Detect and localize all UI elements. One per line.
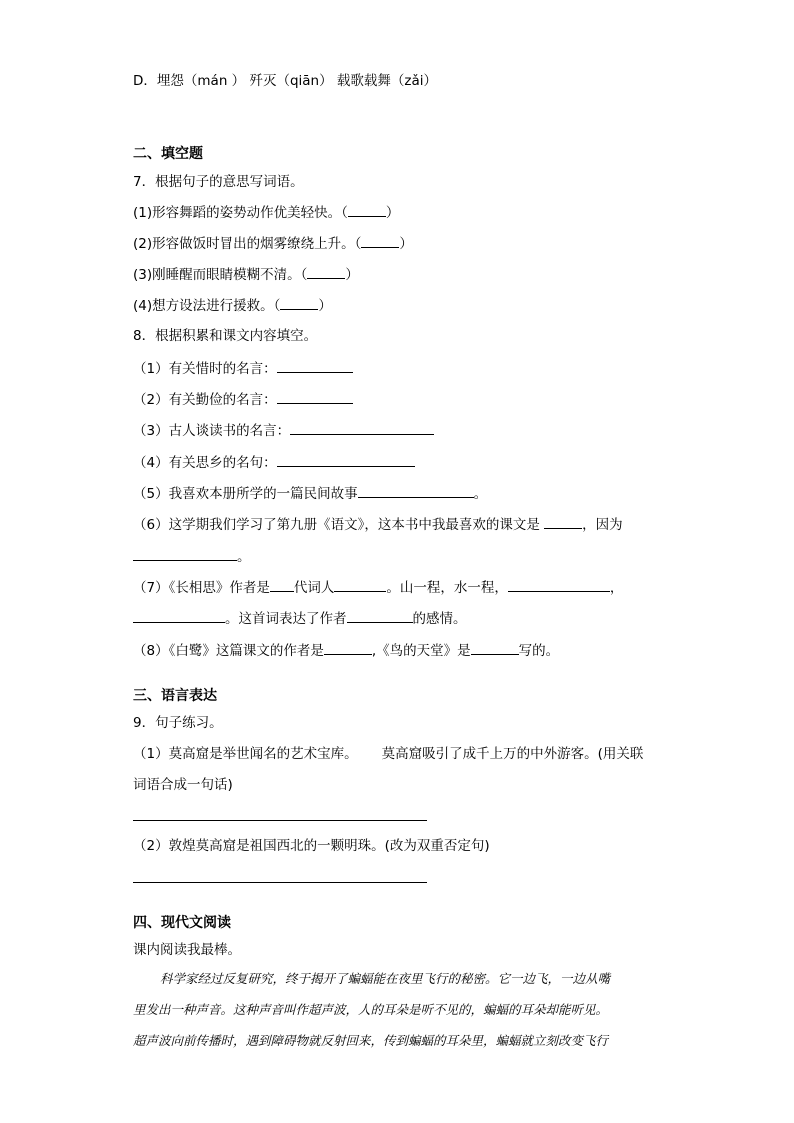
q8-item-5-text: （5）我喜欢本册所学的一篇民间故事: [133, 486, 358, 502]
q8-item-8-text: （8）《白鹭》这篇课文的作者是: [133, 643, 324, 659]
answer-blank[interactable]: [544, 514, 582, 529]
q8-item-6-end: 。: [237, 549, 251, 565]
q8-item-6-because: ，因为: [582, 517, 623, 533]
q8-item-1: [133, 358, 353, 379]
section-4-title: 四、现代文阅读: [133, 915, 231, 931]
q9-stem: 9．句子练习。: [133, 715, 223, 731]
q8-item-6-cont: [133, 546, 251, 567]
answer-blank[interactable]: [334, 577, 386, 592]
q9-item-1: [133, 744, 643, 764]
q7-item-2-text: (2)形容做饭时冒出的烟雾缭绕上升。（: [133, 236, 362, 252]
q8-item-5-end: 。: [473, 486, 488, 502]
q8-item-7-text: （7）《长相思》作者是: [133, 580, 270, 596]
answer-blank[interactable]: [471, 640, 519, 655]
q8-stem: 8．根据积累和课文内容填空。: [133, 328, 318, 344]
answer-blank[interactable]: [290, 420, 434, 435]
answer-blank[interactable]: [361, 233, 399, 248]
q9-item-1-sentence-b: 莫高窟吸引了成千上万的中外游客。(用关联: [381, 746, 644, 762]
q7-item-1-close: ）: [385, 205, 400, 221]
q8-item-4: [133, 452, 415, 473]
q7-item-4: [133, 295, 332, 316]
q8-item-2-text: （2）有关勤俭的名言：: [133, 392, 277, 408]
answer-blank[interactable]: [307, 264, 345, 279]
q7-item-4-text: (4)想方设法进行援救。（: [133, 298, 281, 314]
q8-item-8: [133, 640, 559, 661]
q8-item-6: [133, 514, 623, 535]
section-2-title: 二、填空题: [133, 146, 203, 162]
answer-blank[interactable]: [358, 483, 474, 498]
passage-line-3: 超声波向前传播时，遇到障碍物就反射回来，传到蝙蝠的耳朵里，蝙蝠就立刻改变飞行: [133, 1033, 609, 1048]
q8-item-2: [133, 389, 353, 410]
reading-intro: 课内阅读我最棒。: [133, 942, 241, 958]
answer-blank[interactable]: [324, 640, 372, 655]
q8-item-5: [133, 483, 487, 504]
q8-item-6-text: （6）这学期我们学习了第九册《语文》，这本书中我最喜欢的课文是: [133, 517, 540, 533]
answer-blank[interactable]: [348, 202, 386, 217]
q7-item-1-text: (1)形容舞蹈的姿势动作优美轻快。（: [133, 205, 348, 221]
q7-item-2-close: ）: [399, 236, 413, 252]
q7-item-2: [133, 233, 413, 254]
answer-blank[interactable]: [133, 608, 225, 623]
answer-blank[interactable]: [277, 358, 353, 373]
q8-item-7-express: 。这首词表达了作者: [225, 611, 347, 627]
q8-item-3-text: （3）古人谈读书的名言：: [133, 423, 291, 439]
answer-blank[interactable]: [277, 452, 415, 467]
q8-item-3: [133, 420, 434, 441]
answer-blank[interactable]: [347, 608, 413, 623]
q8-item-1-text: （1）有关惜时的名言：: [133, 361, 277, 377]
q7-item-1: [133, 202, 399, 223]
q8-item-7-feeling: 的感情。: [412, 611, 467, 627]
section-3-title: 三、语言表达: [133, 688, 217, 704]
answer-blank[interactable]: [270, 577, 294, 592]
q7-item-3-text: (3)刚睡醒而眼睛模糊不清。（: [133, 267, 308, 283]
answer-line[interactable]: [133, 882, 427, 883]
q8-item-7: [133, 577, 623, 598]
passage-line-2: 里发出一种声音。这种声音叫作超声波，人的耳朵是听不见的，蝙蝠的耳朵却能听见。: [133, 1002, 609, 1017]
q7-stem: 7．根据句子的意思写词语。: [133, 174, 304, 190]
q8-item-4-text: （4）有关思乡的名句：: [133, 455, 277, 471]
q7-item-3-close: ）: [345, 267, 359, 283]
q8-item-7-poet: 代词人: [293, 580, 335, 596]
q8-item-7-comma: ，: [609, 580, 624, 596]
answer-blank[interactable]: [280, 295, 318, 310]
q7-item-3: [133, 264, 359, 285]
q8-item-8-end: 写的。: [518, 643, 560, 659]
q7-item-4-close: ）: [318, 298, 332, 314]
q9-item-1-sentence-a: （1）莫高窟是举世闻名的艺术宝库。: [133, 746, 358, 762]
q9-item-2: （2）敦煌莫高窟是祖国西北的一颗明珠。(改为双重否定句): [133, 838, 490, 854]
q8-item-7-cont: [133, 608, 467, 629]
q8-item-7-poem: 。山一程，水一程，: [386, 580, 508, 596]
q8-item-8-mid: ,《鸟的天堂》是: [371, 643, 471, 659]
q6-option-d: D．埋怨（mán ） 歼灭（qiān） 载歌载舞（zǎi）: [133, 73, 438, 89]
q9-item-1-cont: 词语合成一句话): [133, 777, 233, 793]
answer-blank[interactable]: [133, 546, 237, 561]
passage-line-1: 科学家经过反复研究，终于揭开了蝙蝠能在夜里飞行的秘密。它一边飞，一边从嘴: [160, 971, 611, 986]
answer-blank[interactable]: [277, 389, 353, 404]
answer-blank[interactable]: [508, 577, 610, 592]
answer-line[interactable]: [133, 820, 427, 821]
